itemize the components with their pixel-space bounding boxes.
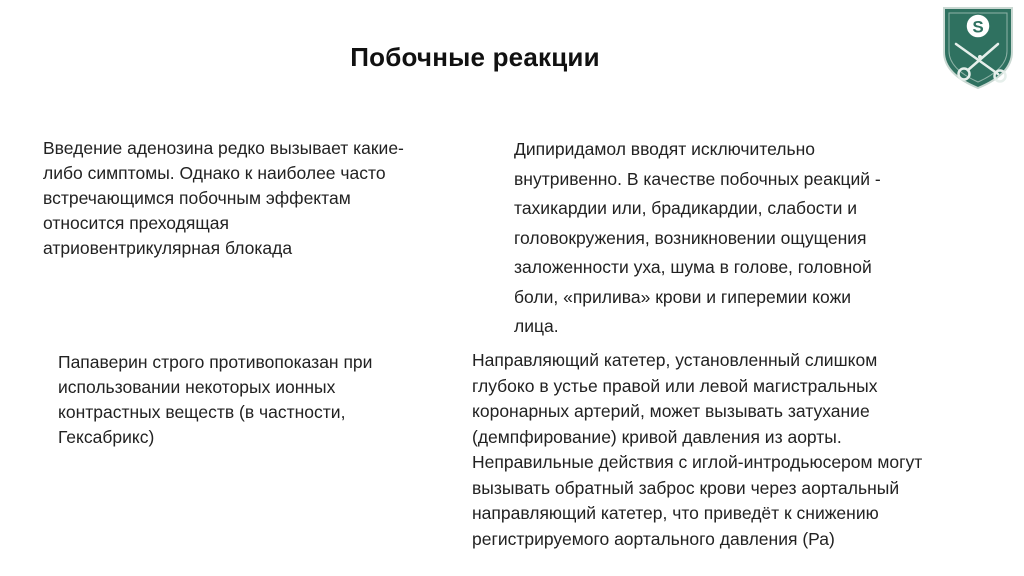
catheter-text-block: Направляющий катетер, установленный слишком глубоко в устье правой или левой магистральных коронарных артерий, может вызывать затухание (демпфирование) кривой давления из аорты. Неправильные действия с иглой-интродьюсером могут вызывать обратный заброс крови через аортальный направляющий катетер, что приведёт к снижению регистрируемого аортального давления (Ра) <box>472 350 923 549</box>
shield-scissors-icon <box>938 4 1018 90</box>
logo-letter: S <box>972 17 984 37</box>
slide-title: Побочные реакции <box>350 42 600 72</box>
dipyridamole-text-block: Дипиридамол вводят исключительно внутривенно. В качестве побочных реакций - тахикардии или, брадикардии, слабости и головокружения, возникновении ощущения заложенности уха, шума в голове, головной боли, «прилива» крови и гиперемии кожи лица. <box>514 139 881 336</box>
adenosine-text-block: Введение аденозина редко вызывает какие- либо симптомы. Однако к наиболее часто встречающимся побочным эффектам относится преходящая атриовентрикулярная блокада <box>43 138 404 258</box>
papaverine-text-block: Папаверин строго противопоказан при использовании некоторых ионных контрастных веществ (в частности, Гексабрикс) <box>58 352 373 447</box>
